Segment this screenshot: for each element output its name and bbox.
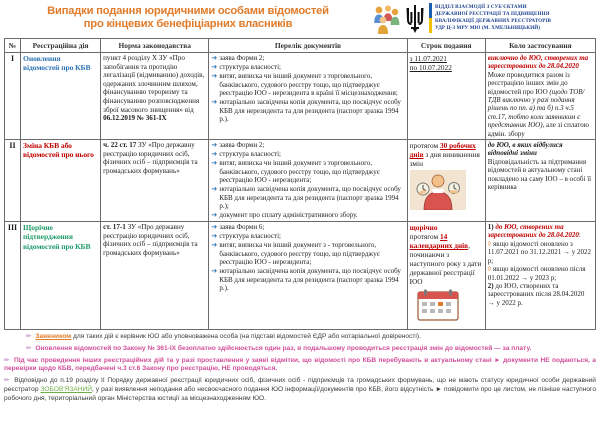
people-group-icon xyxy=(372,3,400,37)
row-number: I xyxy=(5,53,21,140)
column-header-action: Реєстраційна дія xyxy=(21,39,101,53)
arrow-bullet-icon: ➔ xyxy=(211,141,218,150)
arrow-bullet-icon: ➔ xyxy=(211,72,218,80)
org-name-line-3: КВАЛІФІКАЦІЇ ДЕРЖАВНИХ РЕЄСТРАТОРІВ xyxy=(435,18,551,24)
footnotes xyxy=(4,333,596,404)
row-term xyxy=(407,222,485,330)
document-item: ➔ нотаріально засвідчена копія документа, що посвідчує особу КБВ для нерезидента та для резидента (паспорт зразка 1994 р.). xyxy=(211,98,401,123)
document-item: ➔ заява Форми 2; xyxy=(211,141,265,150)
document-item: ➔ структура власності; xyxy=(211,150,281,159)
row-number: II xyxy=(5,140,21,222)
org-name xyxy=(435,4,551,31)
row-action xyxy=(21,53,101,140)
column-header-scope: Коло застосування xyxy=(485,39,595,53)
arrow-bullet-icon: ➔ xyxy=(211,211,218,220)
note-registrar-duty: ✏ Відповідно до п.19 розділу II Порядку державної реєстрації юридичних осіб, фізичних осіб - підприємців та громадських формувань, що не мають статусу юридичної особи державний реєстратор ЗОБОВ'ЯЗАНИЙ, у разі виявлення неподання або несвоєчасного подання ЮО інформації/документів про КБВ, його відсутність ► повідомити про це листом, не пізніше наступного робочого дня, територіальний орган Міністерства юстиції за місцезнаходженням ЮО. xyxy=(4,377,596,402)
document-item: ➔ заява Форми 6; xyxy=(211,223,265,232)
arrow-bullet-icon: ➔ xyxy=(211,150,218,159)
column-header-law: Норма законодавства xyxy=(101,39,209,53)
document-item: ➔ заява Форми 2; xyxy=(211,54,265,62)
document-item: ➔ структура власності; xyxy=(211,232,281,241)
cases-table xyxy=(4,38,596,330)
arrow-bullet-icon: ➔ xyxy=(211,232,218,241)
action-label: Щорічне підтвердження відомостей про КБВ xyxy=(23,223,91,251)
row-term xyxy=(407,140,485,222)
term-text: з 11.07.2021 по 10.07.2022 xyxy=(409,54,452,72)
page-header xyxy=(0,0,600,38)
document-item: ➔ документ про сплату адміністративного збору. xyxy=(211,211,358,220)
row-law: пункт 4 розділу X ЗУ «Про запобігання та протидію легалізації (відмиванню) доходів, одержаних злочинним шляхом, фінансуванню тероризму та фінансуванню розповсюдження зброї масового знищення» від 06.12.2019 № 361-IX xyxy=(101,53,209,140)
arrow-bullet-icon: ➔ xyxy=(211,98,218,106)
arrow-bullet-icon: ➔ xyxy=(211,223,218,232)
arrow-bullet-icon: ➔ xyxy=(211,63,218,71)
document-item: ➔ нотаріально засвідчена копія документа, що посвідчує особу КБВ для нерезидента та для резидента (паспорт зразка 1994 р.); xyxy=(211,185,401,211)
page-title xyxy=(4,3,372,31)
org-name-line-1: ВІДДІЛ ВЗАЄМОДІЇ З СУБ'ЄКТАМИ xyxy=(435,4,527,11)
document-item: ➔ витяг, виписка чи інший документ з - торговельного, банківського, судового реєстру тощо, що підтверджує реєстрацію ЮО - нерезидента; xyxy=(211,241,380,267)
document-item: ➔ структура власності; xyxy=(211,63,281,71)
term-text: протягом 30 робочих днів з дня виникнення змін xyxy=(409,141,480,169)
row-term xyxy=(407,53,485,140)
row-law: ч. 22 ст. 17 ЗУ «Про державну реєстрацію юридичних осіб, фізичних осіб – підприємців та громадських формувань» xyxy=(101,140,209,222)
org-name-line-4: УДР Ц-З МРУ МЮ (М. ХМЕЛЬНИЦЬКИЙ) xyxy=(435,24,541,31)
page-title-line-2: про кінцевих бенефіціарних власників xyxy=(83,18,293,30)
column-header-term: Строк подання xyxy=(407,39,485,53)
arrow-bullet-icon: ➔ xyxy=(211,159,218,168)
page-title-line-1: Випадки подання юридичними особами відомостей xyxy=(47,5,329,17)
document-item: ➔ витяг, виписка чи інший документ з торговельного, банківського, судового реєстру тощо, що підтверджує реєстрацію ЮО - нерезидента; xyxy=(211,159,380,185)
action-label: Зміна КБВ або відомостей про нього xyxy=(23,141,94,160)
row-documents xyxy=(209,222,407,330)
row-scope: виключно до ЮО, створених та зареєстрованих до 28.04.2020 Може проводитися разом із реєстрацією інших змін до відомостей про ЮО (щодо ТОВ/ТДВ виключно у разі подання рішень по пп. а) та б) п.3 ч.5 ст.17, тобто коли заявником є представник ЮО), але зі сплатою адмін. збору xyxy=(485,53,595,140)
term-text: щорічно протягом 14 календарних днів, починаючи з наступного року з дати державної реєстрації ЮО xyxy=(409,223,482,287)
arrow-bullet-icon: ➔ xyxy=(211,185,218,194)
org-identity xyxy=(400,3,596,33)
table-row xyxy=(5,53,596,140)
row-action xyxy=(21,222,101,330)
row-scope: до ЮО, в яких відбулися відповідні зміни Відповідальність за підтримання відомостей в актуальному стані покладено на саму ЮО – в особі її керівника xyxy=(485,140,595,222)
table-row xyxy=(5,222,596,330)
row-law: ст. 17-1 ЗУ «Про державну реєстрацію юридичних осіб, фізичних осіб – підприємців та громадських формувань» xyxy=(101,222,209,330)
clock-person-icon xyxy=(410,170,466,210)
arrow-bullet-icon: ➔ xyxy=(211,267,218,276)
row-number: III xyxy=(5,222,21,330)
trident-coat-of-arms-icon xyxy=(404,3,426,33)
document-item: ➔ нотаріально засвідчена копія документа, що посвідчує особу КБВ для нерезидента та для резидента (паспорт зразка 1994 р.). xyxy=(211,267,401,293)
action-label: Оновлення відомостей про КБВ xyxy=(23,54,91,73)
arrow-bullet-icon: ➔ xyxy=(211,54,218,62)
org-name-line-2: ДЕРЖАВНОЇ РЕЄСТРАЦІЇ ТА ПІДВИЩЕННЯ xyxy=(435,11,550,18)
note-applicant: ✏ Заявником для таких дій є керівник ЮО або уповноважена особа (на підставі відомостей ЄДР або нотаріальної довіреності). xyxy=(26,333,421,341)
note-other-actions: ✏ Під час проведення інших реєстраційних дій та у разі проставлення у заяві відмітки, що відомості про КБВ перебувають в актуальному стані ► документи НЕ подаються, а перевірки щодо КБВ, передбачені ч.3 ст.6 Закону про реєстрацію, НЕ проводяться. xyxy=(4,356,596,373)
calendar-icon xyxy=(410,288,466,328)
row-documents xyxy=(209,140,407,222)
note-free-update: ✏ Оновлення відомостей по Закону № 361-IX безоплатно здійснюється один раз, в подальшому проводиться реєстрація змін до відомостей — за плату. xyxy=(26,344,532,352)
row-documents xyxy=(209,53,407,140)
table-body xyxy=(5,53,596,330)
column-header-documents: Перелік документів xyxy=(209,39,407,53)
table-header-row xyxy=(5,39,596,53)
table-row xyxy=(5,140,596,222)
column-header-number: № xyxy=(5,39,21,53)
arrow-bullet-icon: ➔ xyxy=(211,241,218,250)
row-scope: 1) до ЮО, створених та зареєстрованих до 28.04.2020: ◊ якщо відомості оновлено з 11.07.2021 по 31.12.2021 → у 2022 р; ◊ якщо відомості оновлено після 01.01.2022 → у 2023 р; 2) до ЮО, створених та зареєстрованих після 28.04.2020 → у 2022 р. xyxy=(485,222,595,330)
row-action xyxy=(21,140,101,222)
document-item: ➔ витяг, виписка чи інший документ з торговельного, банківського, судового реєстру тощо, що підтверджує реєстрацію ЮО - нерезидента в країні її місцезнаходження; xyxy=(211,72,398,97)
ukraine-flag-bar-icon xyxy=(429,3,432,33)
